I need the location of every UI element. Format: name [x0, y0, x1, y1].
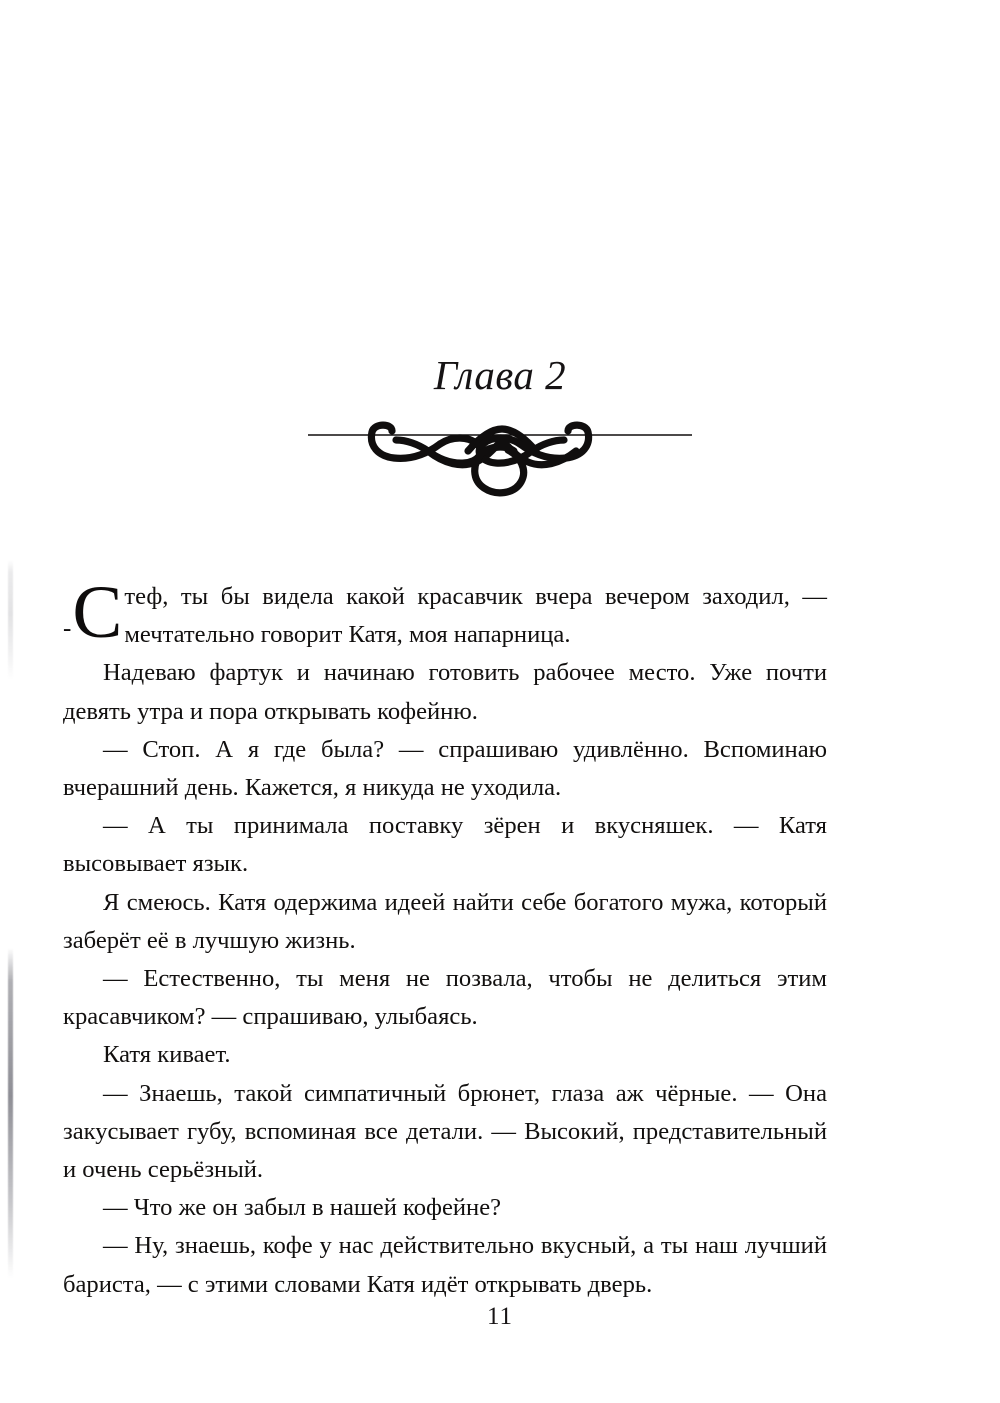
paragraph-7: Катя кивает. — [103, 1041, 231, 1069]
paragraph-3: — Стоп. А я где была? — спрашиваю удивлённо. Вспоминаю вчерашний день. Кажется, я никуда не уходила. — [63, 735, 827, 802]
chapter-ornament — [0, 420, 1000, 498]
paragraph-4: — А ты принимала поставку зёрен и вкусняшек. — Катя высовывает язык. — [63, 812, 827, 878]
scan-spine-shadow — [8, 948, 13, 1278]
paragraph-5: Я смеюсь. Катя одержима идеей найти себе богатого мужа, который заберёт её в лучшую жизнь. — [63, 888, 827, 954]
paragraph-9: — Что же он забыл в нашей кофейне? — [103, 1194, 502, 1222]
body-text — [63, 571, 827, 1304]
paragraph-6: — Естественно, ты меня не позвала, чтобы не делиться этим красавчиком? — спрашиваю, улыбаясь. — [63, 965, 827, 1031]
paragraph-10: — Ну, знаешь, кофе у нас действительно вкусный, а ты наш лучший бариста, — с этими словами Катя идёт открывать дверь. — [63, 1232, 827, 1298]
paragraph-8: — Знаешь, такой симпатичный брюнет, глаза аж чёрные. — Она закусывает губу, вспоминая все детали. — Высокий, представительный и очень серьёзный. — [63, 1079, 827, 1184]
paragraph-1 — [63, 571, 827, 654]
leading-dash: - — [63, 615, 72, 642]
page-number: 11 — [486, 1303, 514, 1330]
chapter-title: Глава 2 — [433, 352, 567, 398]
paragraph-1-text: теф, ты бы видела какой красавчик вчера вечером заходил, — мечтательно говорит Катя, моя напарница. — [124, 583, 827, 649]
scan-spine-shadow-top — [8, 560, 13, 680]
paragraph-2: Надеваю фартук и начинаю готовить рабочее место. Уже почти девять утра и пора открывать кофейню. — [63, 659, 827, 725]
drop-cap: С — [72, 571, 123, 654]
